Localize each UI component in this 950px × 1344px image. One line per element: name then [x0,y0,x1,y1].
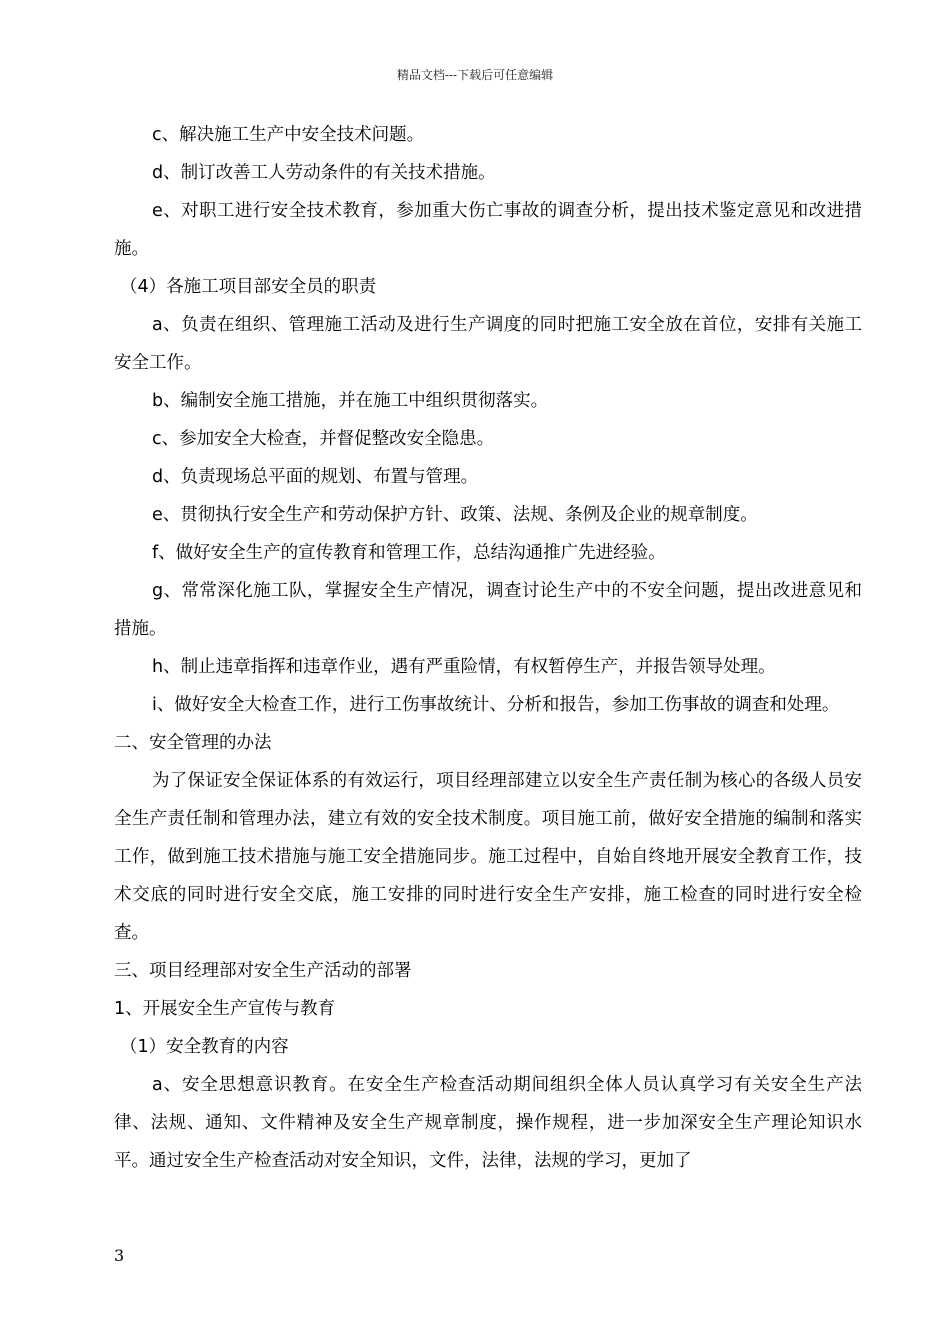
subheading-education-content: （1）安全教育的内容 [120,1037,289,1057]
paragraph-d-improve: d、制订改善工人劳动条件的有关技术措施。 [152,163,496,183]
paragraph-i-statistics: i、做好安全大检查工作，进行工伤事故统计、分析和报告，参加工伤事故的调查和处理。 [152,695,840,715]
paragraph-a-responsible: a、负责在组织、管理施工活动及进行生产调度的同时把施工安全放在首位，安排有关施工安全工作。 [114,315,862,373]
page-number: 3 [114,1246,125,1265]
subheading-publicity-education: 1、开展安全生产宣传与教育 [114,999,336,1019]
paragraph-a-awareness: a、安全思想意识教育。在安全生产检查活动期间组织全体人员认真学习有关安全生产法律、法规、通知、文件精神及安全生产规章制度，操作规程，进一步加深安全生产理论知识水平。通过安全生产检查活动对安全知识，文件，法律，法规的学习，更加了 [114,1075,862,1171]
page-header: 精品文档---下载后可任意编辑 [396,68,554,82]
paragraph-methods-body: 为了保证安全保证体系的有效运行，项目经理部建立以安全生产责任制为核心的各级人员安全生产责任制和管理办法，建立有效的安全技术制度。项目施工前，做好安全措施的编制和落实工作，做到施工技术措施与施工安全措施同步。施工过程中，自始自终地开展安全教育工作，技术交底的同时进行安全交底，施工安排的同时进行安全生产安排，施工检查的同时进行安全检查。 [114,771,862,943]
paragraph-e-implement: e、贯彻执行安全生产和劳动保护方针、政策、法规、条例及企业的规章制度。 [152,505,758,525]
paragraph-c-inspect: c、参加安全大检查，并督促整改安全隐患。 [152,429,495,449]
paragraph-g-investigate: g、常常深化施工队，掌握安全生产情况，调查讨论生产中的不安全问题，提出改进意见和措施。 [114,581,862,639]
paragraph-f-publicity: f、做好安全生产的宣传教育和管理工作，总结沟通推广先进经验。 [152,543,666,563]
paragraph-h-stop: h、制止违章指挥和违章作业，遇有严重险情，有权暂停生产，并报告领导处理。 [152,657,776,677]
paragraph-c-solve: c、解决施工生产中安全技术问题。 [152,125,425,145]
document-body [114,116,862,1180]
section-heading-methods: 二、安全管理的办法 [114,733,272,753]
section-heading-safety-officer: （4）各施工项目部安全员的职责 [120,277,377,297]
section-heading-deployment: 三、项目经理部对安全生产活动的部署 [114,961,412,981]
paragraph-e-educate: e、对职工进行安全技术教育，参加重大伤亡事故的调查分析，提出技术鉴定意见和改进措施。 [114,201,862,259]
paragraph-b-compile: b、编制安全施工措施，并在施工中组织贯彻落实。 [152,391,549,411]
paragraph-d-site-plan: d、负责现场总平面的规划、布置与管理。 [152,467,479,487]
